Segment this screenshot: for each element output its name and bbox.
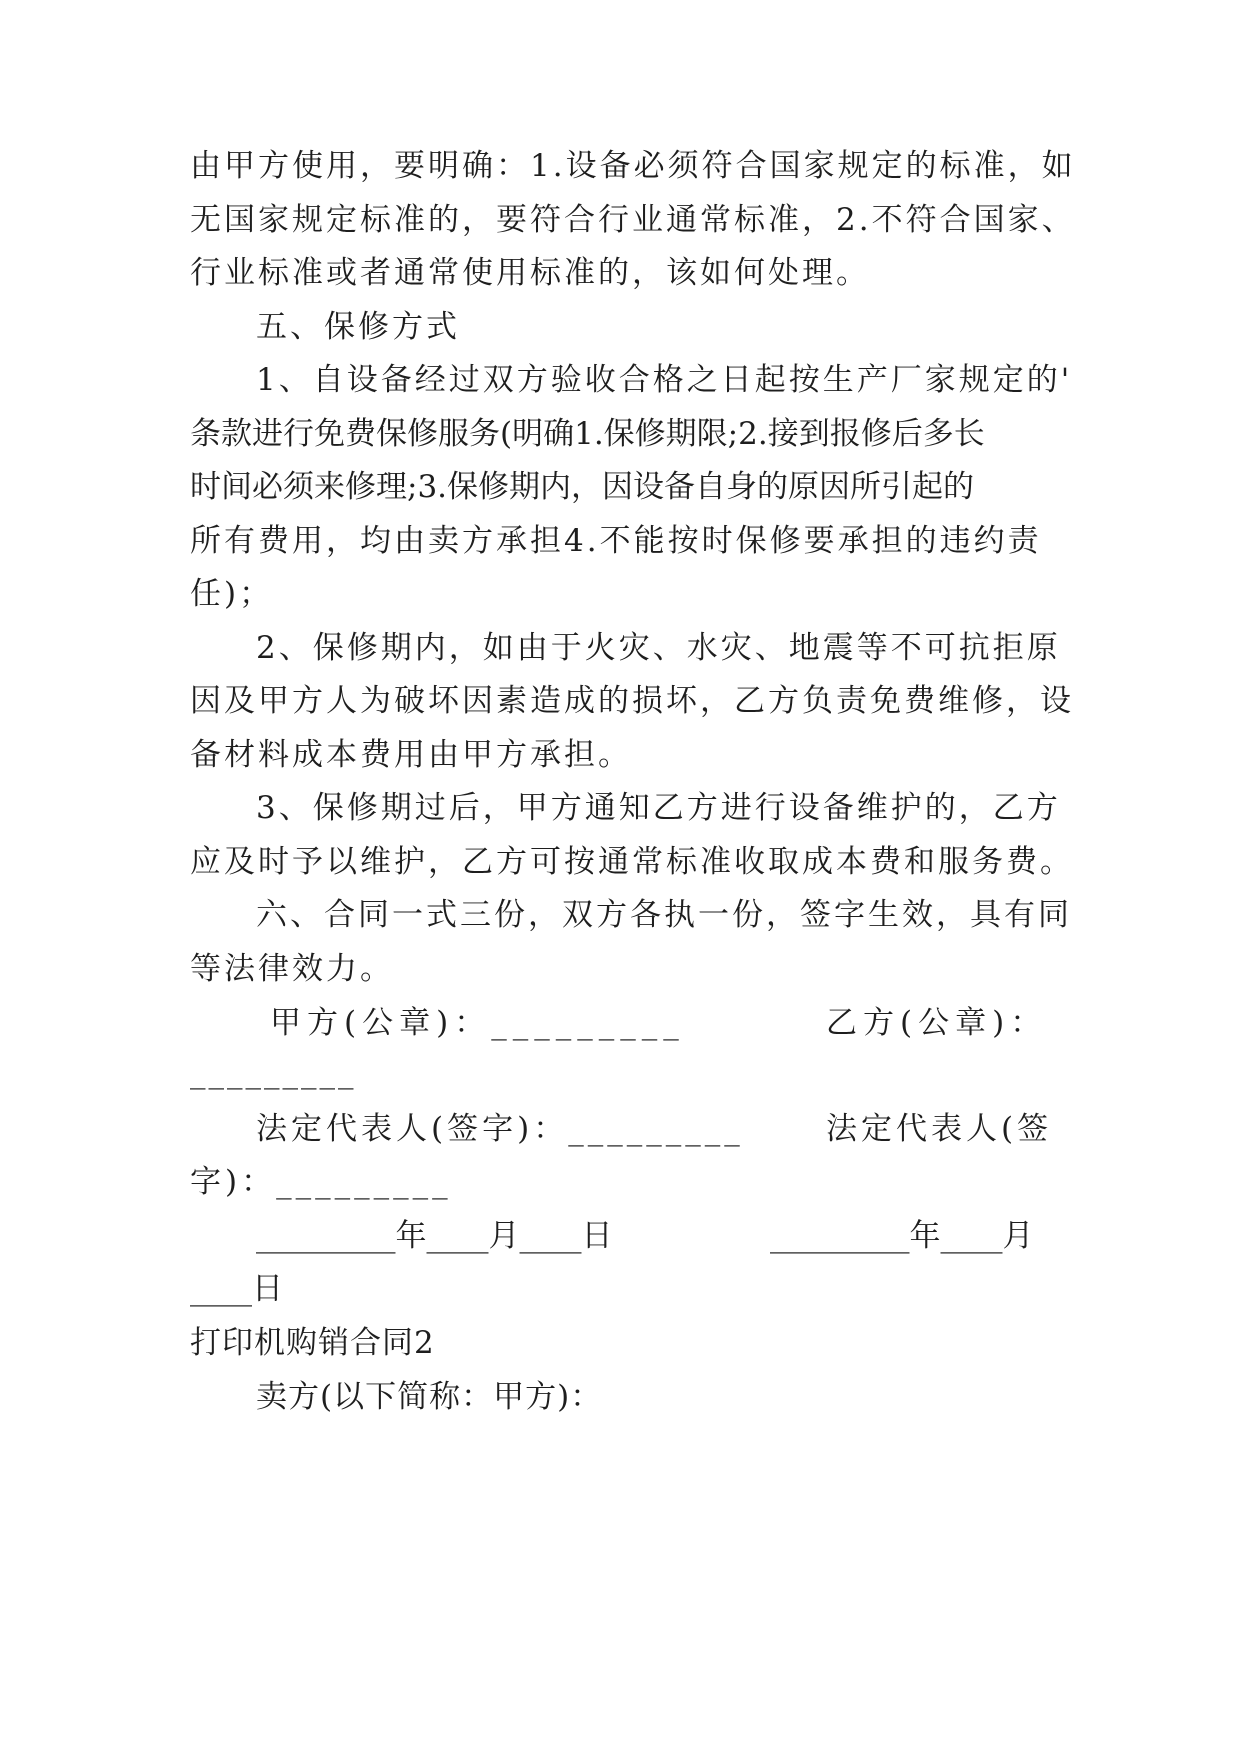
party-b-date-cont: ____日	[190, 1271, 283, 1307]
clause-line: 所有费用，均由卖方承担4.不能按时保修要承担的违约责	[190, 523, 1042, 559]
party-b-seal: 乙方(公章)：	[826, 1005, 1048, 1041]
section-heading: 五、保修方式	[256, 309, 460, 345]
clause-line: 3、保修期过后，甲方通知乙方进行设备维护的，乙方	[256, 790, 1061, 826]
paragraph-line: 无国家规定标准的，要符合行业通常标准，2.不符合国家、	[190, 202, 1076, 238]
paragraph-line: 由甲方使用，要明确：1.设备必须符合国家规定的标准，如	[190, 148, 1076, 184]
contract-title: 打印机购销合同2	[190, 1325, 435, 1361]
party-a-representative: 法定代表人(签字)：_________	[256, 1111, 744, 1147]
clause-line: 1、自设备经过双方验收合格之日起按生产厂家规定的'	[256, 362, 1073, 398]
party-b-seal-blank: _________	[190, 1054, 357, 1090]
party-b-representative-cont: 字)：_________	[190, 1164, 452, 1200]
clause-line: 任)；	[190, 576, 274, 612]
clause-line: 条款进行免费保修服务(明确1.保修期限;2.接到报修后多长	[190, 416, 985, 452]
party-a-seal: 甲方(公章)：_________	[270, 1005, 685, 1041]
party-b-date: _________年____月	[770, 1218, 1034, 1254]
party-a-date: _________年____月____日	[256, 1218, 613, 1254]
clause-line: 备材料成本费用由甲方承担。	[190, 737, 632, 773]
party-b-representative: 法定代表人(签	[826, 1111, 1053, 1147]
clause-line: 2、保修期内，如由于火灾、水灾、地震等不可抗拒原	[256, 630, 1061, 666]
section-paragraph: 六、合同一式三份，双方各执一份，签字生效，具有同	[256, 897, 1072, 933]
paragraph-line: 行业标准或者通常使用标准的，该如何处理。	[190, 255, 870, 291]
clause-line: 因及甲方人为破坏因素造成的损坏，乙方负责免费维修，设	[190, 683, 1074, 719]
clause-line: 时间必须来修理;3.保修期内，因设备自身的原因所引起的	[190, 469, 975, 505]
seller-line: 卖方(以下简称：甲方)：	[256, 1379, 603, 1415]
section-paragraph: 等法律效力。	[190, 951, 394, 987]
clause-line: 应及时予以维护，乙方可按通常标准收取成本费和服务费。	[190, 844, 1074, 880]
